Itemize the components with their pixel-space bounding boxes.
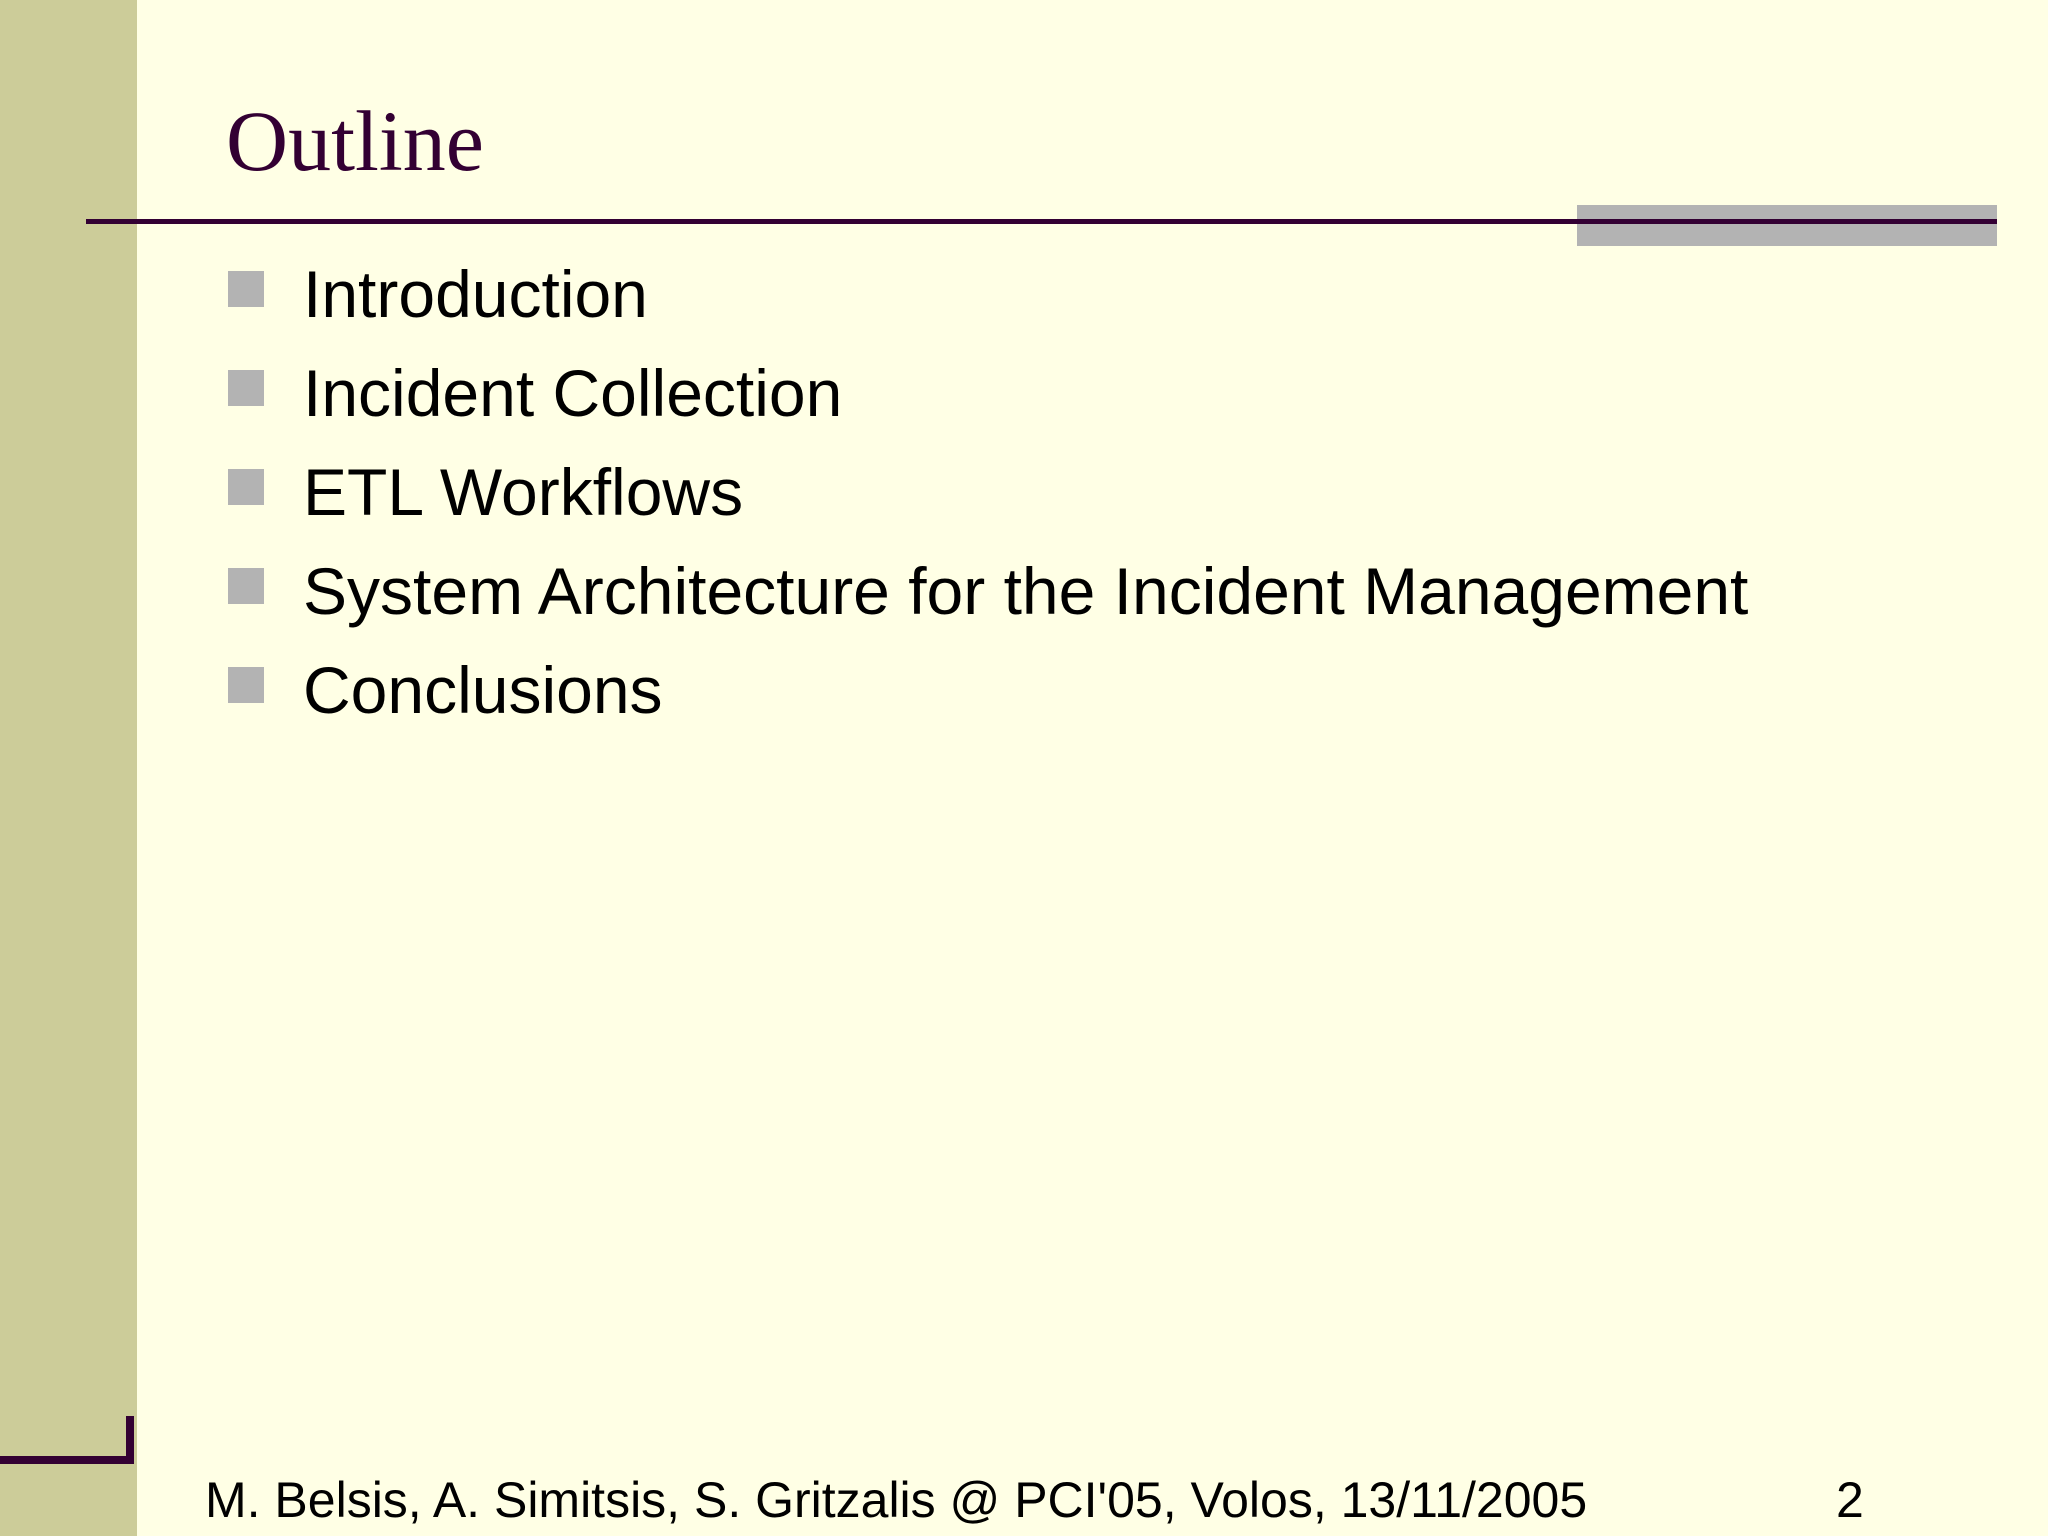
footer-text: M. Belsis, A. Simitsis, S. Gritzalis @ PCI'05, Volos, 13/11/2005: [205, 1472, 1588, 1528]
page-number: 2: [1836, 1472, 1864, 1528]
side-band: [0, 0, 137, 1536]
square-bullet-icon: [228, 271, 264, 307]
bullet-text: Introduction: [303, 257, 648, 331]
title-accent-bar: [1577, 205, 1997, 246]
title-rule-overlay: [1577, 219, 1997, 224]
bullet-text: System Architecture for the Incident Management: [303, 554, 1749, 628]
bullet-text: Conclusions: [303, 653, 663, 727]
square-bullet-icon: [228, 667, 264, 703]
square-bullet-icon: [228, 370, 264, 406]
bullet-text: ETL Workflows: [303, 455, 744, 529]
bullet-text: Incident Collection: [303, 356, 843, 430]
corner-bracket-decoration: [0, 1416, 134, 1464]
slide-title: Outline: [226, 93, 484, 189]
square-bullet-icon: [228, 568, 264, 604]
square-bullet-icon: [228, 469, 264, 505]
